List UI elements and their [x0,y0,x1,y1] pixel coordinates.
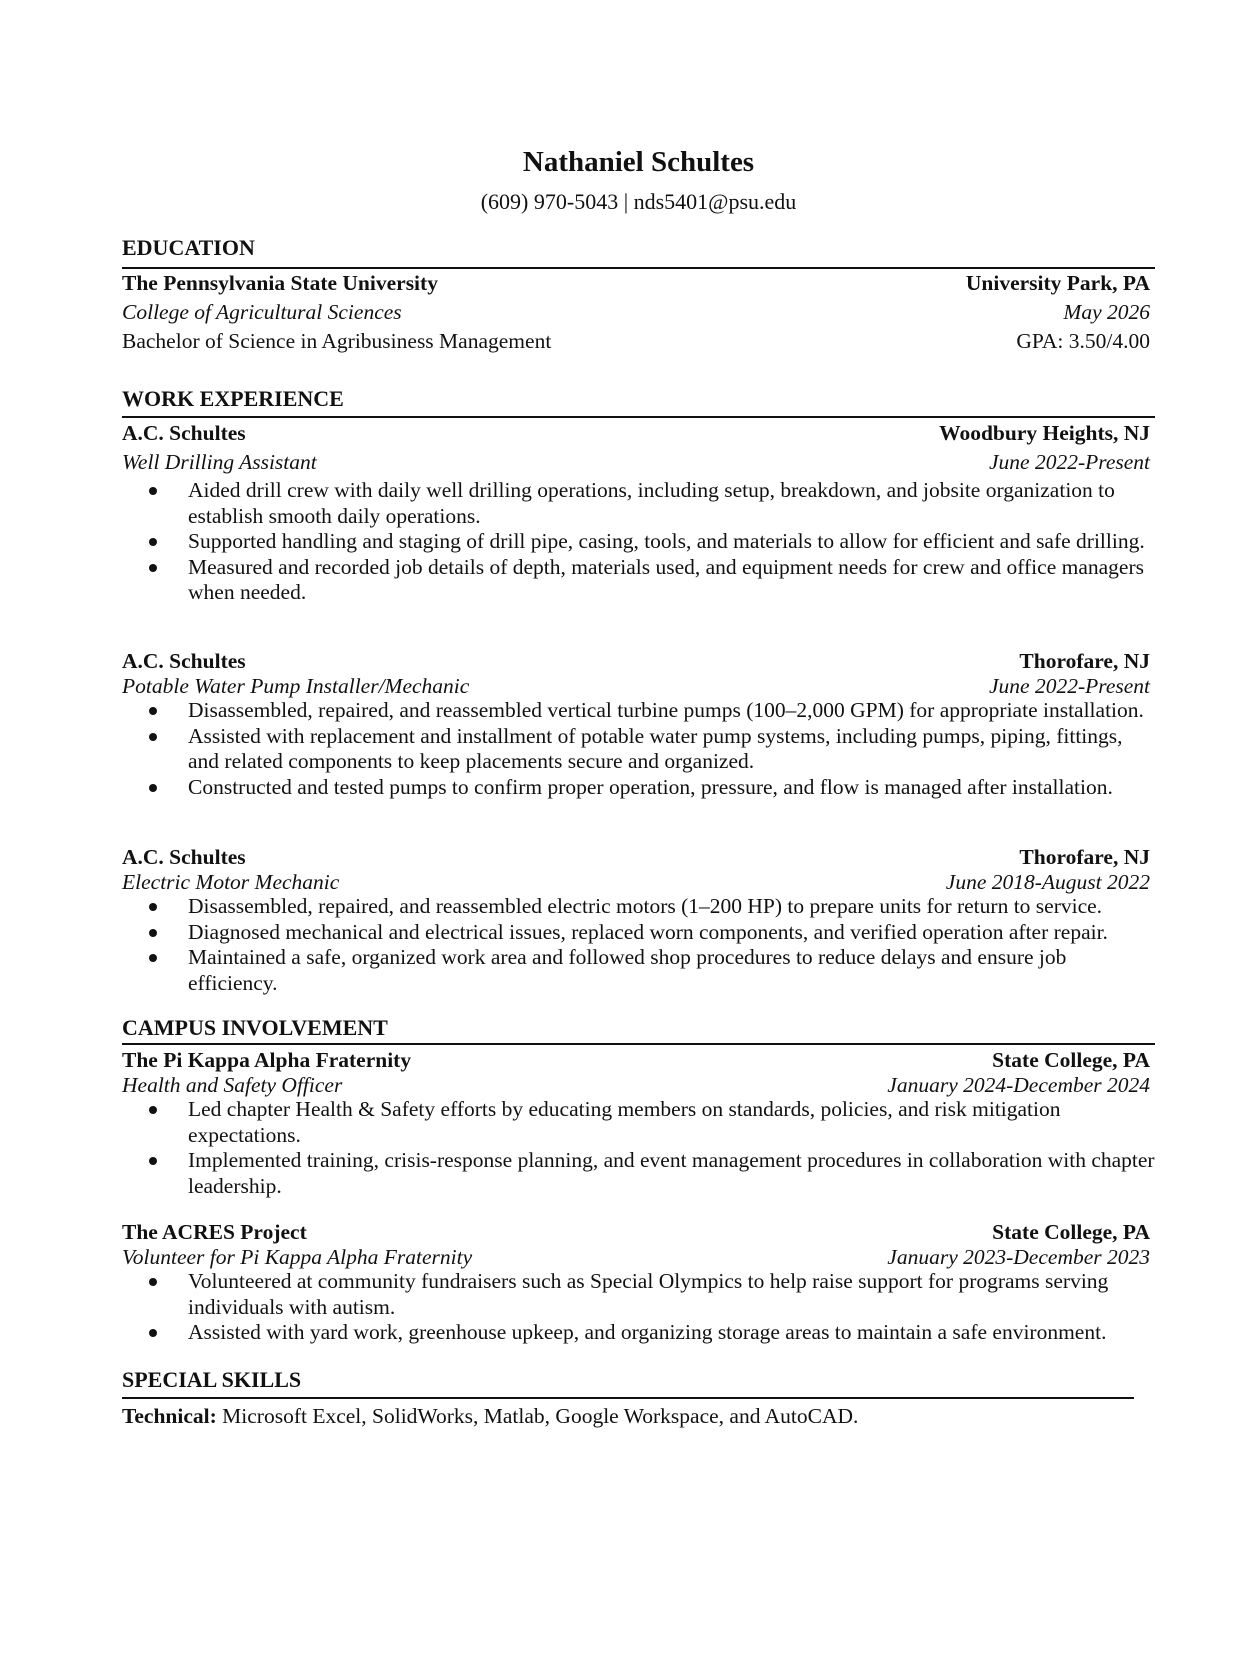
job-org: A.C. Schultes [122,649,246,673]
bullet-item: Assisted with replacement and installment of potable water pump systems, including pumps, piping, fittings, and related components to keep placements secure and organized. [122,724,1155,775]
activity-role-row [122,1072,1150,1098]
skills-line [122,1403,1155,1429]
activity-header-row [122,1047,1150,1073]
bullet-dot-icon [149,784,157,792]
bullet-item: Disassembled, repaired, and reassembled electric motors (1–200 HP) to prepare units for return to service. [122,894,1155,920]
education-divider [122,267,1155,269]
campus-divider [122,1043,1155,1045]
job-role: Well Drilling Assistant [122,450,317,474]
activity-location: State College, PA [992,1048,1150,1072]
bullet-item: Assisted with yard work, greenhouse upkeep, and organizing storage areas to maintain a safe environment. [122,1320,1155,1346]
bullet-item: Led chapter Health & Safety efforts by educating members on standards, policies, and risk mitigation expectations. [122,1097,1155,1148]
activity-role: Health and Safety Officer [122,1073,343,1097]
bullet-item: Volunteered at community fundraisers such as Special Olympics to help raise support for programs serving individuals with autism. [122,1269,1155,1320]
gpa: GPA: 3.50/4.00 [1016,329,1150,353]
school-name: The Pennsylvania State University [122,271,438,295]
campus-heading: CAMPUS INVOLVEMENT [122,1015,388,1040]
bullet-dot-icon [149,1278,157,1286]
graduation-date: May 2026 [1063,300,1150,324]
bullet-dot-icon [149,564,157,572]
degree: Bachelor of Science in Agribusiness Management [122,329,552,353]
bullet-dot-icon [149,903,157,911]
bullet-item: Maintained a safe, organized work area and followed shop procedures to reduce delays and ensure job efficiency. [122,945,1155,996]
skills-label: Technical: [122,1404,217,1428]
job-bullets [122,478,1155,606]
education-college-row [122,299,1150,325]
job-header-row [122,648,1150,674]
job-date: June 2022-Present [989,450,1150,474]
bullet-dot-icon [149,487,157,495]
work-divider [122,416,1155,418]
education-school-row [122,270,1150,296]
college-name: College of Agricultural Sciences [122,300,402,324]
bullet-item: Supported handling and staging of drill pipe, casing, tools, and materials to allow for efficient and safe drilling. [122,529,1155,555]
job-role-row [122,673,1150,699]
bullet-item: Constructed and tested pumps to confirm proper operation, pressure, and flow is managed after installation. [122,775,1155,801]
bullet-dot-icon [149,733,157,741]
skills-divider [122,1397,1134,1399]
activity-location: State College, PA [992,1220,1150,1244]
bullet-dot-icon [149,954,157,962]
activity-bullets [122,1097,1155,1199]
activity-org: The ACRES Project [122,1220,307,1244]
job-header-row [122,844,1150,870]
contact-info: (609) 970-5043 | nds5401@psu.edu [480,189,797,214]
bullet-item: Diagnosed mechanical and electrical issues, replaced worn components, and verified operation after repair. [122,920,1155,946]
activity-header-row [122,1219,1150,1245]
activity-date: January 2024-December 2024 [887,1073,1150,1097]
skills-text: Microsoft Excel, SolidWorks, Matlab, Google Workspace, and AutoCAD. [216,1404,859,1428]
job-org: A.C. Schultes [122,845,246,869]
education-heading: EDUCATION [122,235,255,260]
job-location: Woodbury Heights, NJ [939,421,1150,445]
bullet-dot-icon [149,1329,157,1337]
job-date: June 2018-August 2022 [945,870,1150,894]
activity-date: January 2023-December 2023 [887,1245,1150,1269]
bullet-dot-icon [149,707,157,715]
bullet-item: Aided drill crew with daily well drilling operations, including setup, breakdown, and jobsite organization to establish smooth daily operations. [122,478,1155,529]
bullet-item: Measured and recorded job details of depth, materials used, and equipment needs for crew and office managers when needed. [122,555,1155,606]
bullet-dot-icon [149,1106,157,1114]
education-degree-row [122,328,1150,354]
school-location: University Park, PA [965,271,1150,295]
activity-org: The Pi Kappa Alpha Fraternity [122,1048,412,1072]
resume-page [122,0,1155,1669]
job-location: Thorofare, NJ [1019,649,1150,673]
skills-heading: SPECIAL SKILLS [122,1367,302,1392]
activity-role-row [122,1244,1150,1270]
job-date: June 2022-Present [989,674,1150,698]
activity-bullets [122,1269,1155,1346]
job-role: Potable Water Pump Installer/Mechanic [122,674,470,698]
job-org: A.C. Schultes [122,421,246,445]
job-role-row [122,869,1150,895]
job-header-row [122,420,1150,446]
job-bullets [122,698,1155,800]
work-heading: WORK EXPERIENCE [122,386,344,411]
bullet-dot-icon [149,538,157,546]
bullet-dot-icon [149,929,157,937]
job-location: Thorofare, NJ [1019,845,1150,869]
job-role: Electric Motor Mechanic [122,870,340,894]
activity-role: Volunteer for Pi Kappa Alpha Fraternity [122,1245,473,1269]
bullet-item: Disassembled, repaired, and reassembled vertical turbine pumps (100–2,000 GPM) for appropriate installation. [122,698,1155,724]
candidate-name: Nathaniel Schultes [522,146,755,178]
job-bullets [122,894,1155,996]
bullet-item: Implemented training, crisis-response planning, and event management procedures in collaboration with chapter leadership. [122,1148,1155,1199]
bullet-dot-icon [149,1157,157,1165]
job-role-row [122,449,1150,475]
